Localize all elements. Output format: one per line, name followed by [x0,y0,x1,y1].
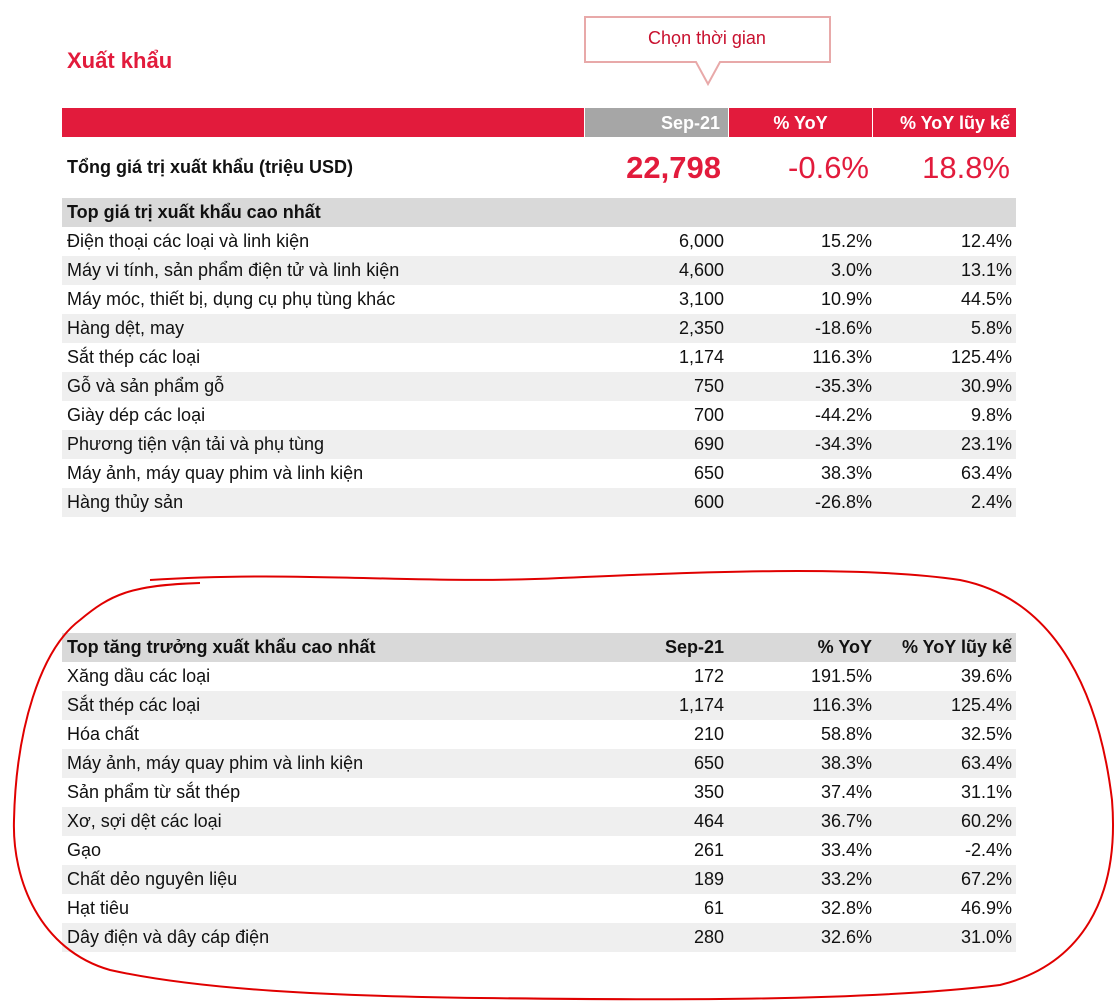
total-value: 22,798 [626,150,721,185]
top-growth-item-name: Chất dẻo nguyên liệu [67,869,238,889]
top-growth-row [62,691,1016,720]
top-growth-item-name: Xơ, sợi dệt các loại [67,811,222,831]
top-growth-value: 172 [693,666,724,686]
callout-arrow-shape [584,16,834,88]
top-value-item-name: Điện thoại các loại và linh kiện [67,231,310,251]
top-growth-value: 280 [693,927,724,947]
callout-label: Chọn thời gian [648,28,766,48]
top-value-value: 650 [693,463,724,483]
top-growth-item-name: Sản phẩm từ sắt thép [67,782,241,802]
top-growth-ytd: 60.2% [960,811,1012,831]
top-growth-value: 261 [693,840,724,860]
top-value-yoy: 38.3% [820,463,872,483]
top-value-row [62,343,1016,372]
top-growth-ytd: 63.4% [960,753,1012,773]
top-growth-item-name: Xăng dầu các loại [67,666,211,686]
top-growth-value: 350 [693,782,724,802]
top-value-heading-row [62,198,1016,227]
top-value-yoy: -18.6% [814,318,872,338]
top-value-item-name: Gỗ và sản phẩm gỗ [67,376,225,396]
top-growth-heading: Top tăng trưởng xuất khẩu cao nhất [67,637,376,657]
top-growth-row [62,865,1016,894]
header-yoy: % YoY [729,108,872,137]
top-growth-heading-row [62,633,1016,662]
top-growth-item-name: Máy ảnh, máy quay phim và linh kiện [67,753,364,773]
top-value-yoy: 116.3% [812,347,872,367]
top-growth-value: 1,174 [678,695,724,715]
top-value-row [62,256,1016,285]
top-value-ytd: 63.4% [960,463,1012,483]
top-value-value: 1,174 [678,347,724,367]
top-growth-item-name: Hạt tiêu [67,898,130,918]
top-growth-ytd: 31.0% [960,927,1012,947]
header-date[interactable]: Sep-21 [585,108,728,137]
top-value-row [62,459,1016,488]
top-value-value: 4,600 [678,260,724,280]
top-value-row [62,227,1016,256]
top-growth-yoy: 32.8% [820,898,872,918]
top-value-row [62,401,1016,430]
top-growth-row [62,894,1016,923]
top-growth-yoy: 38.3% [820,753,872,773]
top-growth-yoy: 58.8% [820,724,872,744]
top-growth-ytd: 32.5% [960,724,1012,744]
top-value-item-name: Giày dép các loại [67,405,206,425]
top-growth-ytd: 125.4% [950,695,1012,715]
top-value-row [62,285,1016,314]
top-growth-value: 210 [693,724,724,744]
top-growth-row [62,923,1016,952]
top-growth-row [62,662,1016,691]
top-growth-date-header: Sep-21 [664,637,724,657]
top-value-item-name: Hàng dệt, may [67,318,185,338]
top-value-value: 2,350 [678,318,724,338]
total-yoy: -0.6% [788,150,869,185]
top-growth-yoy: 33.2% [820,869,872,889]
top-value-ytd: 125.4% [950,347,1012,367]
top-growth-yoy: 32.6% [820,927,872,947]
top-growth-row [62,749,1016,778]
top-growth-item-name: Gạo [67,840,102,860]
top-value-yoy: -34.3% [814,434,872,454]
top-growth-yoy-header: % YoY [817,637,872,657]
top-value-yoy: 15.2% [820,231,872,251]
page-title: Xuất khẩu [67,48,173,73]
header-bar [62,108,584,137]
top-value-yoy: 10.9% [820,289,872,309]
top-growth-value: 189 [693,869,724,889]
top-growth-yoy: 33.4% [820,840,872,860]
top-value-item-name: Máy móc, thiết bị, dụng cụ phụ tùng khác [67,289,396,309]
top-value-item-name: Hàng thủy sản [67,492,184,512]
top-value-item-name: Máy ảnh, máy quay phim và linh kiện [67,463,364,483]
top-value-ytd: 44.5% [960,289,1012,309]
top-value-value: 700 [693,405,724,425]
top-value-ytd: 30.9% [960,376,1012,396]
top-value-item-name: Sắt thép các loại [67,347,201,367]
top-value-ytd: 13.1% [960,260,1012,280]
top-value-value: 750 [693,376,724,396]
top-growth-item-name: Dây điện và dây cáp điện [67,927,270,947]
top-value-table [62,198,1016,517]
top-growth-yoy: 191.5% [810,666,872,686]
top-growth-ytd-header: % YoY lũy kế [901,637,1012,657]
top-growth-value: 464 [693,811,724,831]
top-value-value: 6,000 [678,231,724,251]
top-growth-ytd: 39.6% [960,666,1012,686]
top-value-row [62,372,1016,401]
top-value-yoy: -44.2% [814,405,872,425]
top-growth-yoy: 37.4% [820,782,872,802]
top-value-yoy: 3.0% [830,260,872,280]
top-growth-row [62,720,1016,749]
top-value-row [62,488,1016,517]
top-value-yoy: -26.8% [814,492,872,512]
top-value-ytd: 2.4% [970,492,1012,512]
top-value-value: 690 [693,434,724,454]
top-growth-value: 650 [693,753,724,773]
top-value-value: 3,100 [678,289,724,309]
total-label: Tổng giá trị xuất khẩu (triệu USD) [67,157,354,177]
top-growth-table [62,633,1016,952]
top-value-value: 600 [693,492,724,512]
total-ytd: 18.8% [922,150,1010,185]
top-growth-yoy: 36.7% [820,811,872,831]
top-growth-yoy: 116.3% [812,695,872,715]
top-growth-row [62,836,1016,865]
time-select-callout[interactable] [584,16,830,62]
header-ytd: % YoY lũy kế [873,108,1016,137]
top-value-heading: Top giá trị xuất khẩu cao nhất [67,202,321,222]
top-value-ytd: 5.8% [970,318,1012,338]
top-value-ytd: 23.1% [960,434,1012,454]
top-value-item-name: Máy vi tính, sản phẩm điện tử và linh kiện [67,260,400,280]
top-value-ytd: 9.8% [970,405,1012,425]
top-value-row [62,430,1016,459]
top-value-yoy: -35.3% [814,376,872,396]
top-growth-row [62,778,1016,807]
top-value-row [62,314,1016,343]
top-growth-ytd: 31.1% [960,782,1012,802]
top-growth-value: 61 [703,898,724,918]
top-growth-row [62,807,1016,836]
top-growth-ytd: 67.2% [960,869,1012,889]
top-growth-item-name: Hóa chất [67,724,140,744]
top-growth-ytd: -2.4% [964,840,1012,860]
top-growth-ytd: 46.9% [960,898,1012,918]
top-growth-item-name: Sắt thép các loại [67,695,201,715]
top-value-item-name: Phương tiện vận tải và phụ tùng [67,434,325,454]
top-value-ytd: 12.4% [960,231,1012,251]
